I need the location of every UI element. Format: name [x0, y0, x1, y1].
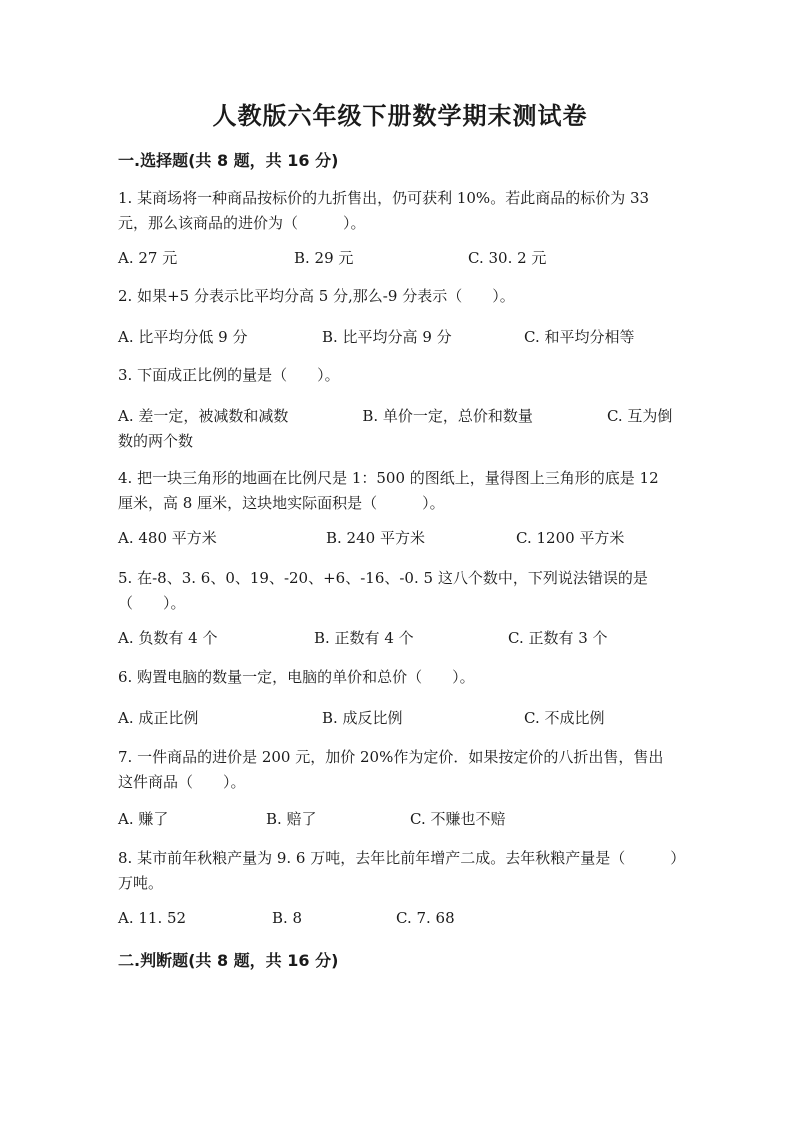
option-a[interactable]: A. 比平均分低 9 分: [118, 328, 248, 346]
option-c[interactable]: C. 7. 68: [396, 909, 455, 927]
option-a[interactable]: A. 差一定，被减数和减数: [118, 407, 289, 425]
option-b[interactable]: B. 成反比例: [322, 709, 403, 727]
question-2-options: [118, 325, 678, 349]
option-b[interactable]: B. 正数有 4 个: [314, 629, 414, 647]
question-8-options: [118, 906, 678, 930]
option-b[interactable]: B. 29 元: [294, 249, 354, 267]
option-c[interactable]: C. 不成比例: [524, 709, 605, 727]
question-3-options: [118, 404, 678, 454]
question-3: 3. 下面成正比例的量是（ ）。: [118, 366, 340, 384]
option-a[interactable]: A. 27 元: [118, 249, 178, 267]
option-b[interactable]: B. 赔了: [266, 810, 317, 828]
section-heading-judgment: 二.判断题(共 8 题，共 16 分): [118, 951, 339, 970]
question-5: 5. 在-8、3. 6、0、19、-20、+6、-16、-0. 5 这八个数中，下列说法错误的是（ ）。: [118, 569, 648, 612]
question-1: 1. 某商场将一种商品按标价的九折售出，仍可获利 10%。若此商品的标价为 33 元，那么该商品的进价为（ ）。: [118, 189, 650, 232]
option-c[interactable]: C. 互为倒数的两个数: [118, 407, 673, 450]
question-2: 2. 如果+5 分表示比平均分高 5 分,那么-9 分表示（ ）。: [118, 287, 515, 305]
option-c[interactable]: C. 30. 2 元: [468, 249, 547, 267]
option-b[interactable]: B. 比平均分高 9 分: [322, 328, 452, 346]
option-a[interactable]: A. 成正比例: [118, 709, 199, 727]
option-c[interactable]: C. 和平均分相等: [524, 328, 635, 346]
section-heading-choice: 一.选择题(共 8 题，共 16 分): [118, 151, 339, 170]
question-7-options: [118, 807, 678, 831]
option-a[interactable]: A. 负数有 4 个: [118, 629, 218, 647]
question-4-options: [118, 526, 678, 550]
option-a[interactable]: A. 赚了: [118, 810, 169, 828]
option-a[interactable]: A. 11. 52: [118, 909, 187, 927]
question-1-options: [118, 246, 678, 270]
option-c[interactable]: C. 1200 平方米: [516, 529, 625, 547]
option-c[interactable]: C. 正数有 3 个: [508, 629, 608, 647]
question-7: 7. 一件商品的进价是 200 元，加价 20%作为定价．如果按定价的八折出售，售出这件商品（ ）。: [118, 748, 664, 791]
question-6: 6. 购置电脑的数量一定，电脑的单价和总价（ ）。: [118, 668, 475, 686]
option-a[interactable]: A. 480 平方米: [118, 529, 217, 547]
option-b[interactable]: B. 240 平方米: [326, 529, 425, 547]
option-c[interactable]: C. 不赚也不赔: [410, 810, 506, 828]
option-b[interactable]: B. 单价一定，总价和数量: [362, 407, 533, 425]
option-b[interactable]: B. 8: [272, 909, 303, 927]
question-4: 4. 把一块三角形的地画在比例尺是 1：500 的图纸上，量得图上三角形的底是 12 厘米，高 8 厘米，这块地实际面积是（ ）。: [118, 469, 659, 512]
page-title: 人教版六年级下册数学期末测试卷: [212, 102, 588, 130]
question-5-options: [118, 626, 678, 650]
question-6-options: [118, 706, 678, 730]
question-8: 8. 某市前年秋粮产量为 9. 6 万吨，去年比前年增产二成。去年秋粮产量是（ ）万吨。: [118, 849, 678, 892]
